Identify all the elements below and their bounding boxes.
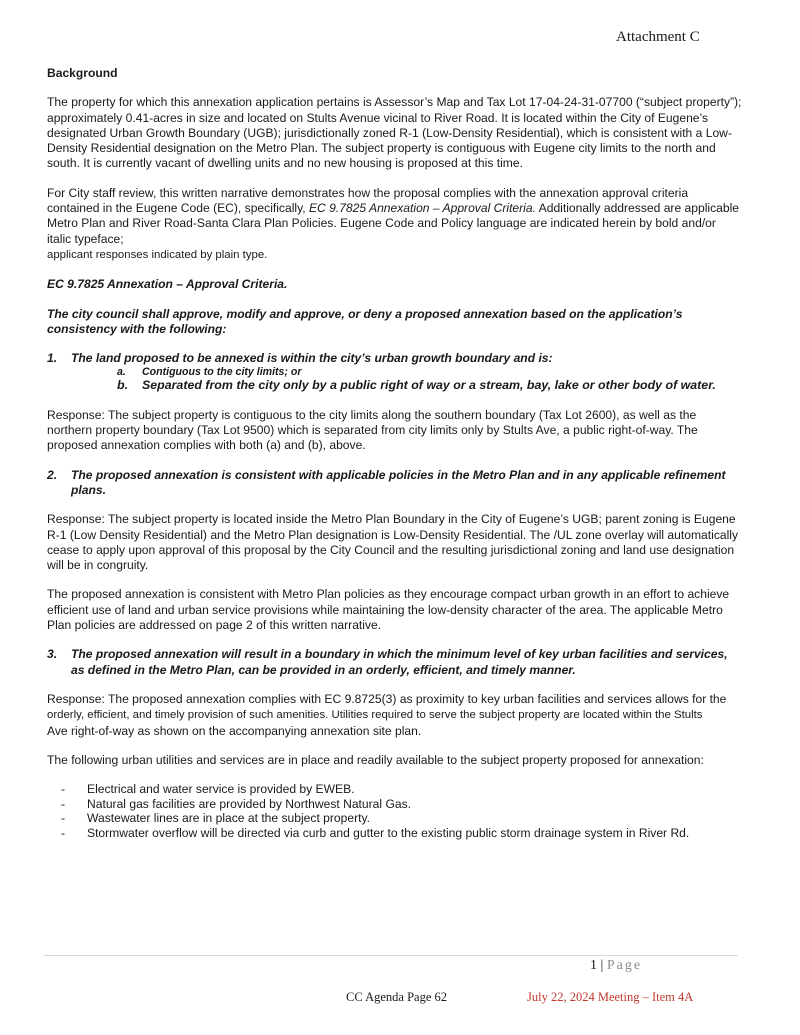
criterion-3-text: The proposed annexation will result in a boundary in which the minimum level of key urban facilities and services, as defined in the Metro Plan, can be provided in an orderly, efficient, and timely manner. [71, 647, 728, 677]
criterion-1-a [117, 366, 742, 378]
service-text: Stormwater overflow will be directed via curb and gutter to the existing public storm drainage system in River Rd. [87, 825, 690, 840]
dash-bullet: - [61, 796, 66, 811]
criterion-1-a-letter: a. [117, 366, 126, 379]
service-text: Natural gas facilities are provided by Northwest Natural Gas. [87, 796, 411, 811]
criterion-1-b [117, 378, 742, 393]
dash-bullet: - [61, 825, 66, 840]
p2-text-a: For City staff review, this written narrative demonstrates how the proposal complies with the annexation approval criteria contained in the Eugene Code (EC), specifically, [47, 185, 689, 216]
page-number-value: 1 [590, 958, 597, 973]
meeting-label: July 22, 2024 Meeting – Item 4A [527, 990, 694, 1004]
criterion-2-response-1: Response: The subject property is located inside the Metro Plan Boundary in the City of Eugene’s UGB; parent zoning is Eugene R-1 (Low Density Residential) and the Metro Plan designation is Low-Density Residential. The /UL zone overlay will automatically cease to apply upon approval of this proposal by the City Council and the resulting jurisdictional zoning and land use designation will be in congruity. [47, 512, 739, 573]
list-item [61, 782, 742, 797]
service-text: Electrical and water service is provided by EWEB. [87, 782, 355, 797]
criterion-2-number: 2. [47, 467, 58, 482]
criterion-1-a-text: Contiguous to the city limits; or [142, 366, 302, 379]
c3-response-c: Ave right-of-way as shown on the accompanying annexation site plan. [47, 723, 422, 738]
criterion-1-b-text: Separated from the city only by a public right of way or a stream, bay, lake or other body of water. [142, 378, 716, 393]
criterion-1 [47, 351, 742, 366]
p2-text-b: Additionally addressed are applicable Metro Plan and River Road-Santa Clara Plan Policies. Eugene Code and Policy language are indicated herein by bold and/or italic typeface; [47, 201, 739, 246]
list-item [61, 797, 742, 812]
list-item [61, 826, 742, 841]
background-heading: Background [47, 66, 118, 80]
background-paragraph-2 [47, 186, 742, 263]
page-word: Page [606, 958, 643, 973]
criterion-1-text: The land proposed to be annexed is within the city’s urban growth boundary and is: [71, 351, 553, 366]
c3-response-b: orderly, efficient, and timely provision of such amenities. Utilities required to serve the subject property are located within the Stults [47, 709, 703, 722]
service-text: Wastewater lines are in place at the subject property. [87, 811, 370, 826]
criterion-2-response-2: The proposed annexation is consistent with Metro Plan policies as they encourage compact urban growth in an effort to achieve efficient use of land and urban service provisions while maintaining the low-density character of the area. The applicable Metro Plan policies are addressed on page 2 of this written narrative. [47, 587, 730, 633]
dash-bullet: - [61, 782, 66, 797]
criterion-3 [47, 647, 742, 678]
criterion-1-response: Response: The subject property is contiguous to the city limits along the southern boundary (Tax Lot 2600), as well as the northern property boundary (Tax Lot 9500) which is separated from city limits only by Stults Ave, a public right-of-way. The proposed annexation complies with both (a) and (b), above. [47, 407, 698, 453]
criterion-1-number: 1. [47, 351, 58, 366]
p2-italic: EC 9.7825 Annexation – Approval Criteria. [308, 201, 536, 216]
footer-divider [44, 955, 738, 956]
page-number [590, 958, 642, 973]
services-intro: The following urban utilities and services are in place and readily available to the subject property proposed for annexation: [47, 752, 704, 767]
criterion-2-text: The proposed annexation is consistent with applicable policies in the Metro Plan and in any applicable refinement plans. [71, 467, 726, 497]
criterion-3-response [47, 692, 742, 739]
p2-text-c: applicant responses indicated by plain type. [47, 248, 268, 261]
criterion-3-number: 3. [47, 647, 58, 662]
dash-bullet: - [61, 811, 66, 826]
document-body [47, 66, 742, 840]
criteria-intro: The city council shall approve, modify and approve, or deny a proposed annexation based on the application’s consistency with the following: [47, 306, 683, 336]
services-list [61, 782, 742, 840]
attachment-label: Attachment C [616, 29, 700, 45]
criteria-title: EC 9.7825 Annexation – Approval Criteria. [47, 277, 288, 292]
c3-response-a: Response: The proposed annexation complies with EC 9.8725(3) as proximity to key urban facilities and services allows for the [47, 691, 727, 706]
criterion-2 [47, 468, 742, 499]
criterion-1-b-letter: b. [117, 378, 129, 393]
agenda-page-label: CC Agenda Page 62 [346, 990, 448, 1004]
background-paragraph-1: The property for which this annexation application pertains is Assessor’s Map and Tax Lot 17-04-24-31-07700 (“subject property”); approximately 0.41-acres in size and located on Stults Avenue vicinal to River Road. It is located within the City of Eugene’s designated Urban Growth Boundary (UGB); jurisdictionally zoned R-1 (Low-Density Residential), which is consistent with a Low-Density Residential designation on the Metro Plan. The subject property is contiguous with Eugene city limits to the north and south. It is currently vacant of dwelling units and no new housing is proposed at this time. [47, 95, 742, 171]
page-separator: | [600, 958, 604, 973]
list-item [61, 811, 742, 826]
